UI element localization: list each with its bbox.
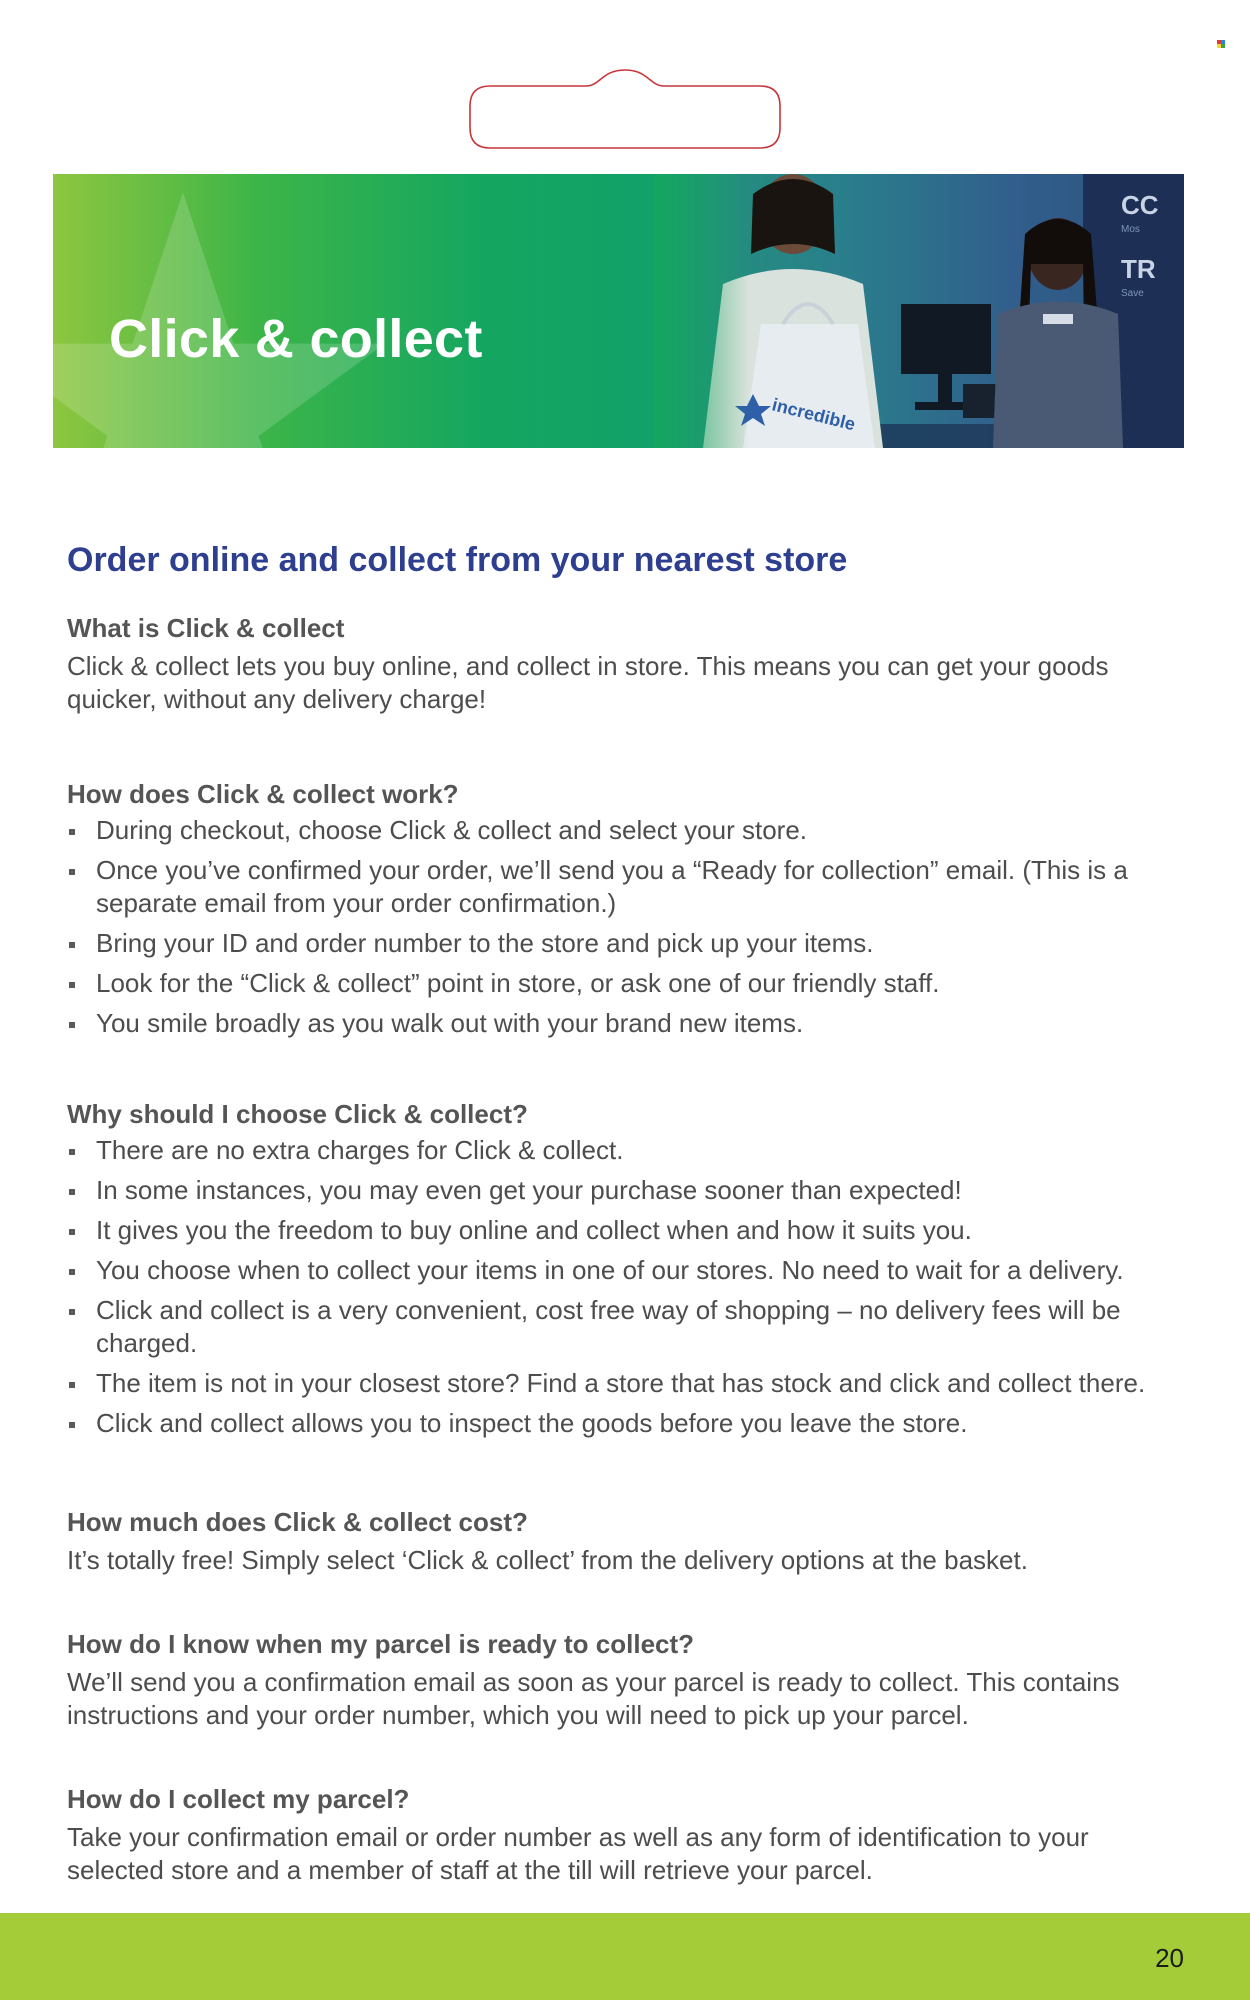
bullet-list	[67, 1134, 1182, 1440]
section-why-choose	[67, 1096, 1182, 1447]
section-heading: How do I know when my parcel is ready to collect?	[67, 1629, 695, 1659]
body-line: selected store and a member of staff at the till will retrieve your parcel.	[67, 1855, 873, 1885]
list-item: The item is not in your closest store? Find a store that has stock and click and collect there.	[67, 1367, 1182, 1400]
section-how-it-works	[67, 776, 1182, 1047]
page-title: Order online and collect from your nearest store	[67, 540, 848, 579]
list-item: During checkout, choose Click & collect and select your store.	[67, 814, 1182, 847]
body-line: instructions and your order number, which you will need to pick up your parcel.	[67, 1700, 969, 1730]
section-heading: How does Click & collect work?	[67, 779, 459, 809]
section-heading: How do I collect my parcel?	[67, 1784, 410, 1814]
hanger-tab-outline	[468, 68, 782, 150]
list-item: There are no extra charges for Click & collect.	[67, 1134, 1182, 1167]
list-item: You smile broadly as you walk out with your brand new items.	[67, 1007, 1182, 1040]
hero-photo	[653, 174, 1184, 448]
list-item: It gives you the freedom to buy online and collect when and how it suits you.	[67, 1214, 1182, 1247]
list-item: Click and collect is a very convenient, cost free way of shopping – no delivery fees will be charged.	[67, 1294, 1182, 1360]
section-what-is	[67, 610, 1182, 716]
section-body	[67, 650, 1182, 716]
section-parcel-ready	[67, 1626, 1182, 1732]
section-heading: What is Click & collect	[67, 613, 345, 643]
registration-mark-icon	[1217, 40, 1225, 48]
bullet-list	[67, 814, 1182, 1040]
list-item: Bring your ID and order number to the store and pick up your items.	[67, 927, 1182, 960]
list-item: Click and collect allows you to inspect the goods before you leave the store.	[67, 1407, 1182, 1440]
hero-banner	[53, 174, 1184, 448]
section-body	[67, 1666, 1182, 1732]
page-number: 20	[1155, 1943, 1184, 1973]
section-heading: How much does Click & collect cost?	[67, 1507, 528, 1537]
list-item: Once you’ve confirmed your order, we’ll send you a “Ready for collection” email. (This is a separate email from your order confirmation.)	[67, 854, 1182, 920]
body-line: quicker, without any delivery charge!	[67, 684, 487, 714]
section-body	[67, 1544, 1182, 1577]
hero-title: Click & collect	[109, 309, 483, 369]
body-line: Click & collect lets you buy online, and collect in store. This means you can get your goods	[67, 651, 1109, 681]
list-item: You choose when to collect your items in one of our stores. No need to wait for a delivery.	[67, 1254, 1182, 1287]
list-item: In some instances, you may even get your purchase sooner than expected!	[67, 1174, 1182, 1207]
body-line: Take your confirmation email or order number as well as any form of identification to your	[67, 1822, 1089, 1852]
footer-bar	[0, 1913, 1250, 2000]
list-item: Look for the “Click & collect” point in store, or ask one of our friendly staff.	[67, 967, 1182, 1000]
body-line: We’ll send you a confirmation email as soon as your parcel is ready to collect. This contains	[67, 1667, 1120, 1697]
body-line: It’s totally free! Simply select ‘Click & collect’ from the delivery options at the basket.	[67, 1545, 1028, 1575]
section-cost	[67, 1504, 1182, 1577]
section-collect-parcel	[67, 1781, 1182, 1887]
section-heading: Why should I choose Click & collect?	[67, 1099, 528, 1129]
section-body	[67, 1821, 1182, 1887]
